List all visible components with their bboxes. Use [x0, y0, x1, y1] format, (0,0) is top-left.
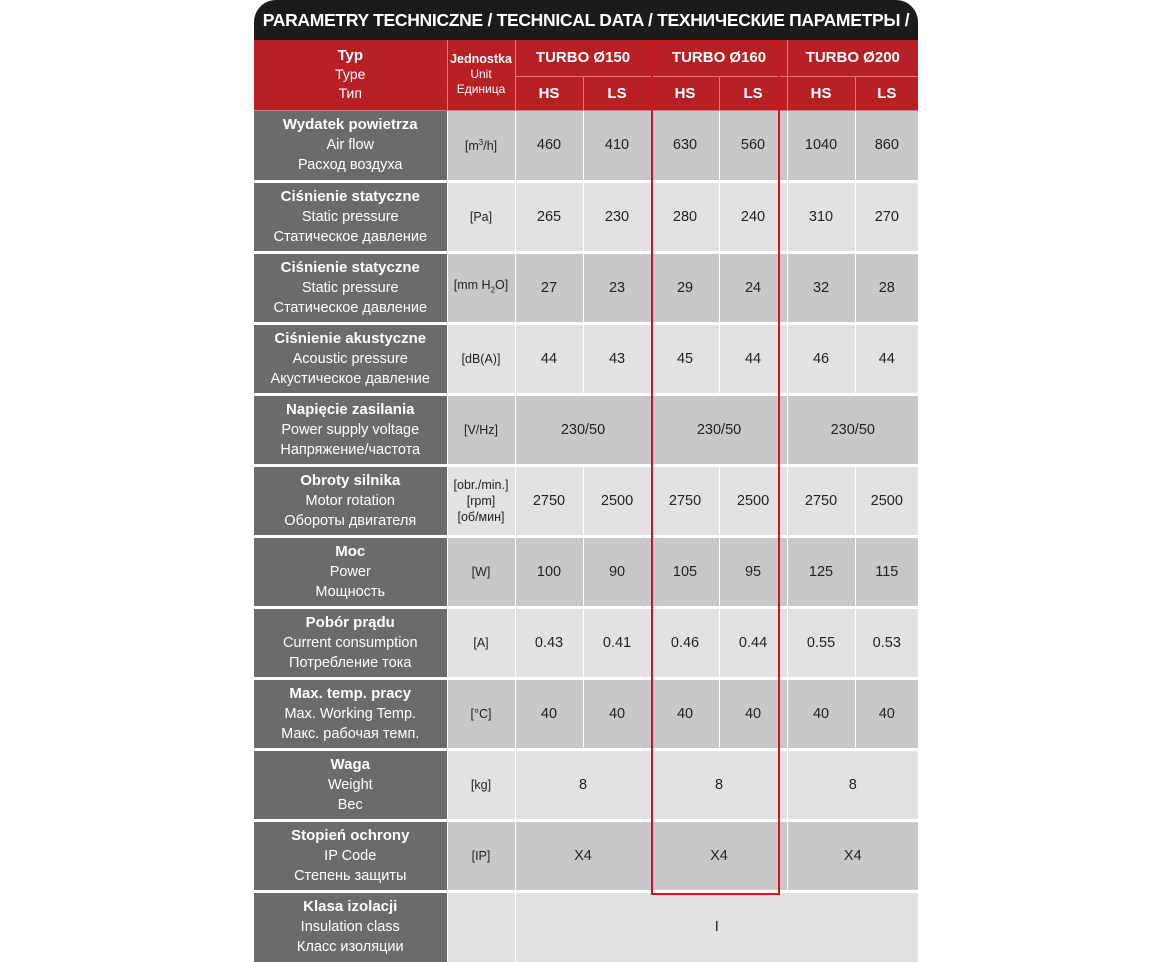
- row-label-en: Static pressure: [301, 208, 399, 225]
- type-header-en: Type: [335, 66, 366, 83]
- value-cell: 270: [855, 181, 918, 252]
- row-label-ru: Акустическое давление: [270, 370, 430, 387]
- row-label-pl: Waga: [330, 755, 370, 773]
- unit-cell: [V/Hz]: [447, 394, 515, 465]
- value-cell: 46: [787, 323, 855, 394]
- unit-cell: [mm $H_2O$]: [447, 252, 515, 323]
- value-cell: 8: [515, 749, 651, 820]
- value-cell: 115: [855, 536, 918, 607]
- table-row-max-working-temp: [254, 678, 918, 749]
- value-cell: 95: [719, 536, 787, 607]
- value-cell: 240: [719, 181, 787, 252]
- spec-table: [254, 40, 918, 962]
- row-label: [254, 394, 447, 465]
- value-cell: 29: [651, 252, 719, 323]
- technical-data-sheet: [254, 0, 918, 960]
- value-cell: 32: [787, 252, 855, 323]
- value-cell: 230: [583, 181, 651, 252]
- row-label-ru: Расход воздуха: [298, 157, 403, 173]
- row-label-en: Motor rotation: [305, 492, 395, 509]
- unit-header-pl: Jednostka: [450, 52, 512, 67]
- value-cell: 0.44: [719, 607, 787, 678]
- unit-cell: [Pa]: [447, 181, 515, 252]
- row-label: [254, 678, 447, 749]
- unit-line: [об/мин]: [457, 509, 505, 524]
- row-label-ru: Потребление тока: [289, 654, 412, 671]
- row-label-ru: Макс. рабочая темп.: [281, 725, 420, 742]
- value-cell: 23: [583, 252, 651, 323]
- value-cell: 0.46: [651, 607, 719, 678]
- value-cell: 45: [651, 323, 719, 394]
- table-row-static-pressure-mmh2o: [254, 252, 918, 323]
- value-cell: 2750: [651, 465, 719, 536]
- mode-header: LS: [719, 76, 787, 110]
- row-label-en: Air flow: [326, 137, 375, 153]
- row-label-ru: Вес: [337, 796, 363, 813]
- row-label: [254, 536, 447, 607]
- row-label-en: Current consumption: [282, 634, 418, 651]
- value-cell: 8: [651, 749, 787, 820]
- row-label-en: Static pressure: [301, 279, 399, 296]
- row-label-pl: Max. temp. pracy: [289, 684, 412, 702]
- value-cell: 44: [719, 323, 787, 394]
- model-header-turbo-150: TURBO Ø150: [515, 40, 651, 76]
- unit-cell: [kg]: [447, 749, 515, 820]
- value-cell: 0.41: [583, 607, 651, 678]
- model-header-turbo-200: TURBO Ø200: [787, 40, 918, 76]
- row-label: [254, 607, 447, 678]
- row-label-en: Weight: [327, 776, 373, 793]
- value-cell: 24: [719, 252, 787, 323]
- unit-header: [447, 40, 515, 110]
- value-cell: 230/50: [787, 394, 918, 465]
- value-cell: 1040: [787, 110, 855, 181]
- value-cell: 27: [515, 252, 583, 323]
- row-label-en: Insulation class: [300, 919, 400, 936]
- row-label: [254, 820, 447, 891]
- value-cell: 410: [583, 110, 651, 181]
- row-label-ru: Класс изоляции: [296, 939, 404, 956]
- value-cell: 40: [855, 678, 918, 749]
- value-cell: 0.53: [855, 607, 918, 678]
- value-cell: 860: [855, 110, 918, 181]
- row-label: [254, 749, 447, 820]
- value-cell: 2500: [855, 465, 918, 536]
- value-cell: 230/50: [515, 394, 651, 465]
- value-cell: 40: [515, 678, 583, 749]
- value-cell: 8: [787, 749, 918, 820]
- unit-line: [obr./min.]: [453, 477, 509, 492]
- unit-cell: [W]: [447, 536, 515, 607]
- row-label-ru: Степень защиты: [294, 867, 407, 884]
- value-cell: 310: [787, 181, 855, 252]
- value-cell: 2500: [719, 465, 787, 536]
- row-label-ru: Обороты двигателя: [284, 512, 417, 529]
- unit-header-ru: Единица: [456, 82, 506, 97]
- row-label-en: Acoustic pressure: [292, 350, 408, 367]
- unit-cell: [A]: [447, 607, 515, 678]
- value-cell: 40: [719, 678, 787, 749]
- row-label: [254, 323, 447, 394]
- value-cell: 28: [855, 252, 918, 323]
- unit-header-en: Unit: [470, 67, 492, 82]
- value-cell: 40: [787, 678, 855, 749]
- row-label-ru: Статическое давление: [273, 228, 428, 245]
- row-label-en: Power supply voltage: [281, 421, 420, 438]
- value-cell: 43: [583, 323, 651, 394]
- value-cell: 560: [719, 110, 787, 181]
- row-label-en: Power: [329, 563, 371, 580]
- row-label-pl: Obroty silnika: [300, 471, 401, 489]
- mode-header: LS: [855, 76, 918, 110]
- value-cell: 2500: [583, 465, 651, 536]
- row-label-pl: Stopień ochrony: [291, 826, 410, 844]
- row-label-pl: Ciśnienie statyczne: [280, 258, 420, 276]
- mode-header: HS: [651, 76, 719, 110]
- mode-header: HS: [515, 76, 583, 110]
- unit-line: [rpm]: [466, 493, 496, 508]
- row-label-pl: Wydatek powietrza: [282, 116, 418, 133]
- table-row-insulation-class: [254, 891, 918, 962]
- value-cell: 44: [855, 323, 918, 394]
- value-cell: 40: [651, 678, 719, 749]
- row-label-en: IP Code: [324, 847, 377, 864]
- row-label: [254, 110, 447, 181]
- value-cell: 2750: [515, 465, 583, 536]
- table-row-acoustic-pressure: [254, 323, 918, 394]
- unit-cell: [447, 465, 515, 536]
- header-row-models: [254, 40, 918, 76]
- value-cell: 0.55: [787, 607, 855, 678]
- row-label: [254, 252, 447, 323]
- value-cell: 44: [515, 323, 583, 394]
- row-label-pl: Ciśnienie akustyczne: [274, 329, 427, 347]
- value-cell: 100: [515, 536, 583, 607]
- row-label-ru: Напряжение/частота: [280, 441, 421, 458]
- table-row-current-consumption: [254, 607, 918, 678]
- mode-header: HS: [787, 76, 855, 110]
- row-label: [254, 465, 447, 536]
- table-row-ip-code: [254, 820, 918, 891]
- table-row-static-pressure-pa: [254, 181, 918, 252]
- value-cell: X4: [651, 820, 787, 891]
- row-label-pl: Napięcie zasilania: [286, 400, 415, 418]
- value-cell: 280: [651, 181, 719, 252]
- type-header-pl: Typ: [337, 47, 364, 65]
- model-header-turbo-160: TURBO Ø160: [651, 40, 787, 76]
- mode-header: LS: [583, 76, 651, 110]
- value-cell: 90: [583, 536, 651, 607]
- value-cell: 0.43: [515, 607, 583, 678]
- value-cell: X4: [787, 820, 918, 891]
- row-label-pl: Ciśnienie statyczne: [280, 187, 420, 205]
- type-header-ru: Тип: [338, 85, 362, 102]
- table-row-power-supply-voltage: [254, 394, 918, 465]
- value-cell: 40: [583, 678, 651, 749]
- value-cell: 230/50: [651, 394, 787, 465]
- value-cell: 265: [515, 181, 583, 252]
- value-cell: I: [515, 891, 918, 962]
- sheet-title: PARAMETRY TECHNICZNE / TECHNICAL DATA / ТЕХНИЧЕСКИЕ ПАРАМЕТРЫ /: [254, 0, 918, 40]
- value-cell: 630: [651, 110, 719, 181]
- row-label-ru: Статическое давление: [273, 299, 428, 316]
- row-label-pl: Pobór prądu: [305, 613, 395, 631]
- table-row-motor-rotation: [254, 465, 918, 536]
- value-cell: 105: [651, 536, 719, 607]
- value-cell: 460: [515, 110, 583, 181]
- value-cell: 125: [787, 536, 855, 607]
- value-cell: 2750: [787, 465, 855, 536]
- unit-cell: [°C]: [447, 678, 515, 749]
- row-label-en: Max. Working Temp.: [284, 705, 417, 722]
- unit-cell: [IP]: [447, 820, 515, 891]
- unit-cell: $[m^3/h]$: [447, 110, 515, 181]
- row-label-pl: Moc: [335, 542, 366, 560]
- row-label: [254, 181, 447, 252]
- unit-cell: [dB(A)]: [447, 323, 515, 394]
- row-label-pl: Klasa izolacji: [303, 898, 398, 916]
- type-header: [254, 40, 447, 110]
- unit-cell: [447, 891, 515, 962]
- row-label-ru: Мощность: [315, 583, 386, 600]
- table-row-power: [254, 536, 918, 607]
- value-cell: X4: [515, 820, 651, 891]
- table-row-weight: [254, 749, 918, 820]
- table-row-air-flow: [254, 110, 918, 181]
- row-label: [254, 891, 447, 962]
